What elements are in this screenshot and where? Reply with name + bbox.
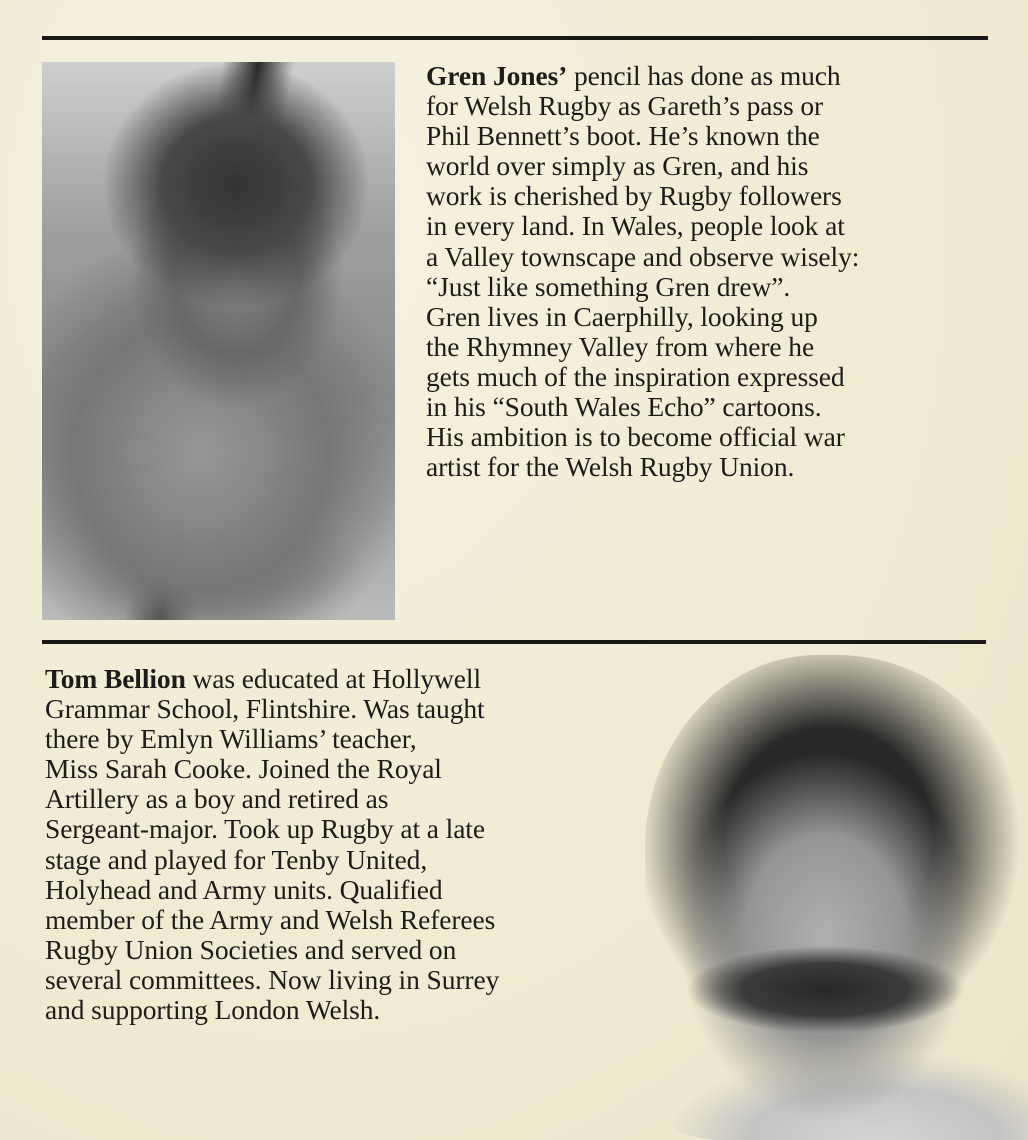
bio-line: world over simply as Gren, and his — [426, 150, 809, 182]
bio-line: stage and played for Tenby United, — [45, 843, 428, 875]
bio-line: a Valley townscape and observe wisely: — [426, 240, 860, 272]
bio-line: work is cherished by Rugby followers — [426, 180, 842, 212]
bio-line: Sergeant-major. Took up Rugby at a late — [45, 813, 485, 845]
bio-line: Phil Bennett’s boot. He’s known the — [426, 120, 820, 152]
bio-line: Rugby Union Societies and served on — [45, 933, 457, 965]
bio-line: Gren Jones’ pencil has done as much — [426, 60, 841, 91]
tom-bellion-bio — [45, 664, 499, 1025]
tom-bellion-photo — [645, 655, 1028, 1140]
bio-line: His ambition is to become official war — [426, 421, 845, 453]
bio-line: the Rhymney Valley from where he — [426, 330, 815, 362]
bio-line: member of the Army and Welsh Referees — [45, 903, 496, 935]
bio-name: Gren Jones’ — [426, 60, 568, 91]
bio-line: several committees. Now living in Surrey — [45, 963, 500, 995]
bio-line: Miss Sarah Cooke. Joined the Royal — [45, 753, 442, 785]
bio-line: Grammar School, Flintshire. Was taught — [45, 693, 485, 725]
bio-line: there by Emlyn Williams’ teacher, — [45, 723, 417, 755]
bio-line: and supporting London Welsh. — [45, 994, 381, 1026]
gren-jones-bio — [426, 61, 859, 482]
top-divider-rule — [42, 36, 988, 40]
bio-line: Gren lives in Caerphilly, looking up — [426, 300, 818, 332]
bio-name: Tom Bellion — [45, 663, 186, 694]
bio-line: for Welsh Rugby as Gareth’s pass or — [426, 90, 824, 122]
middle-divider-rule — [42, 640, 986, 644]
gren-jones-photo — [42, 62, 395, 620]
bio-line: in his “South Wales Echo” cartoons. — [426, 391, 822, 423]
bio-line: in every land. In Wales, people look at — [426, 210, 845, 242]
bio-line: gets much of the inspiration expressed — [426, 360, 845, 392]
bio-line: “Just like something Gren drew”. — [426, 270, 791, 302]
bio-line: Tom Bellion was educated at Hollywell — [45, 663, 481, 694]
bio-line: Artillery as a boy and retired as — [45, 783, 389, 815]
bio-line: artist for the Welsh Rugby Union. — [426, 451, 795, 483]
bio-line: Holyhead and Army units. Qualified — [45, 873, 443, 905]
